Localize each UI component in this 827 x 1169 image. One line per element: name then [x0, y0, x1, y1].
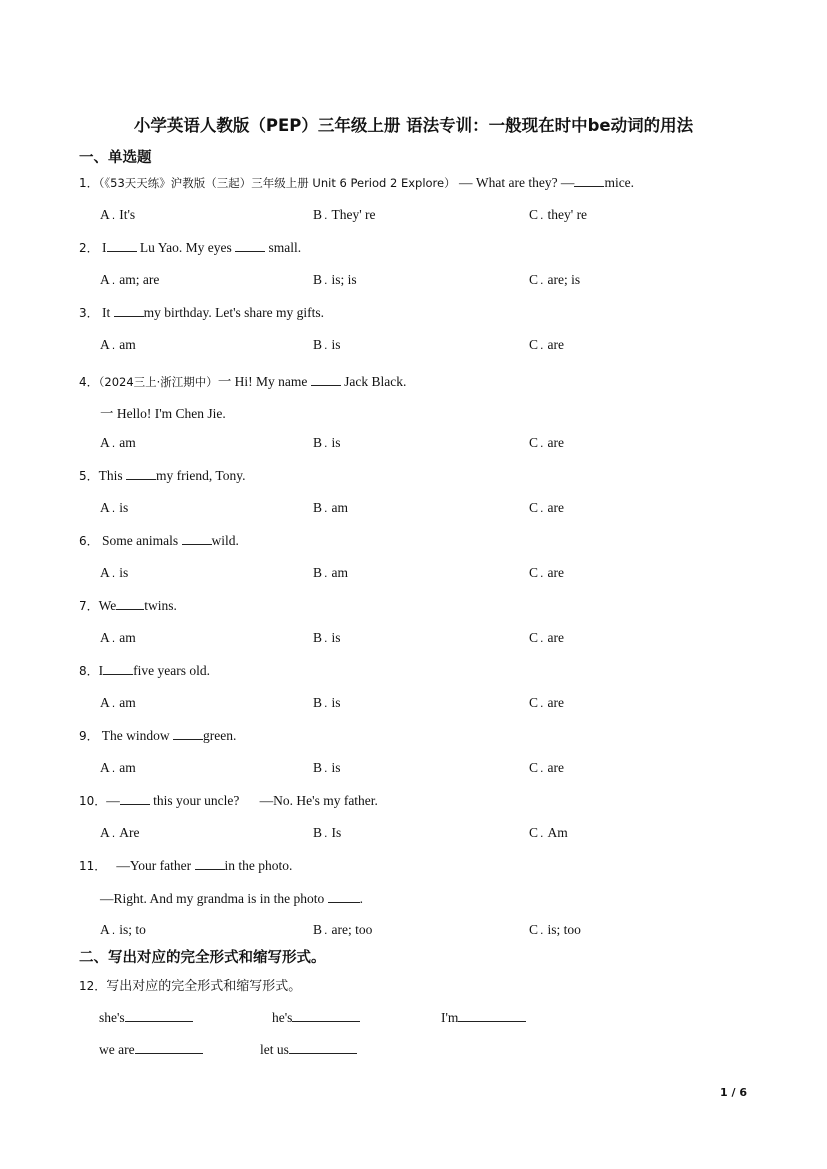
answer-blank[interactable] [195, 857, 225, 870]
option-b[interactable]: B . is [313, 760, 341, 775]
question-3: 3． It my birthday. Let's share my gifts. [79, 305, 325, 320]
section-heading-contractions: 二、写出对应的完全形式和缩写形式。 [79, 950, 326, 966]
option-a[interactable]: A . am; are [100, 272, 160, 287]
option-c[interactable]: C . are [529, 500, 564, 515]
option-c[interactable]: C . Am [529, 825, 568, 840]
option-b[interactable]: B . is [313, 695, 341, 710]
answer-blank[interactable] [292, 1009, 360, 1022]
question-11-line-2: —Right. And my grandma is in the photo . [100, 891, 363, 906]
question-number: 9． [79, 729, 99, 743]
option-c[interactable]: C . are [529, 760, 564, 775]
answer-blank[interactable] [107, 239, 137, 252]
question-number: 2． [79, 241, 99, 255]
option-b[interactable]: B . They' re [313, 207, 376, 222]
option-c[interactable]: C . are [529, 695, 564, 710]
answer-blank[interactable] [135, 1041, 203, 1054]
answer-blank[interactable] [125, 1009, 193, 1022]
question-text: mice. [604, 175, 635, 190]
fill-item-shes: she's [99, 1009, 193, 1026]
option-c[interactable]: C . is; too [529, 922, 581, 937]
option-a[interactable]: A . am [100, 630, 136, 645]
answer-blank[interactable] [120, 792, 150, 805]
answer-blank[interactable] [103, 662, 133, 675]
answer-blank[interactable] [116, 597, 144, 610]
question-4-line-2: 一 Hello! I'm Chen Jie. [100, 406, 226, 421]
answer-blank[interactable] [328, 890, 360, 903]
answer-blank[interactable] [289, 1041, 357, 1054]
page-title: 小学英语人教版（PEP）三年级上册 语法专训：一般现在时中be动词的用法 [133, 116, 694, 135]
question-number: 10． [79, 794, 107, 808]
question-number: 5． [79, 469, 99, 483]
question-1 [79, 174, 634, 191]
option-c[interactable]: C . they' re [529, 207, 588, 222]
option-c[interactable]: C . are [529, 435, 564, 450]
question-number: 1． [79, 176, 99, 190]
option-a[interactable]: A . am [100, 435, 136, 450]
question-text: — What are they? — [458, 175, 575, 190]
question-number: 6． [79, 534, 99, 548]
option-b[interactable]: B . is [313, 337, 341, 352]
question-number: 12． [79, 979, 107, 993]
option-b[interactable]: B . is; is [313, 272, 357, 287]
fill-item-let-us: let us [260, 1041, 357, 1058]
answer-blank[interactable] [311, 373, 341, 386]
option-b[interactable]: B . is [313, 435, 341, 450]
option-a[interactable]: A . am [100, 695, 136, 710]
option-a[interactable]: A . is; to [100, 922, 146, 937]
answer-blank[interactable] [173, 727, 203, 740]
option-b[interactable]: B . am [313, 565, 349, 580]
answer-blank[interactable] [114, 304, 144, 317]
answer-blank[interactable] [235, 239, 265, 252]
page-number: 1 / 6 [720, 1086, 747, 1099]
answer-blank[interactable] [126, 467, 156, 480]
question-7: 7．We twins. [79, 598, 177, 613]
question-number: 7． [79, 599, 99, 613]
answer-blank[interactable] [574, 174, 604, 187]
section-heading-single-choice: 一、单选题 [79, 150, 152, 166]
question-4: 4．（2024三上·浙江期中）一 Hi! My name Jack Black. [79, 374, 407, 389]
question-source: （《53天天练》沪教版（三起）三年级上册 Unit 6 Period 2 Explore） [98, 176, 456, 190]
fill-item-we-are: we are [99, 1041, 203, 1058]
question-8: 8．I five years old. [79, 663, 210, 678]
question-number: 8． [79, 664, 99, 678]
question-2: 2． I Lu Yao. My eyes small. [79, 240, 302, 255]
question-12: 12．写出对应的完全形式和缩写形式。 [79, 979, 302, 994]
option-b[interactable]: B . am [313, 500, 349, 515]
question-number: 3． [79, 306, 99, 320]
question-number: 4． [79, 375, 99, 389]
option-b[interactable]: B . are; too [313, 922, 373, 937]
option-c[interactable]: C . are [529, 337, 564, 352]
option-b[interactable]: B . is [313, 630, 341, 645]
option-a[interactable]: A . am [100, 760, 136, 775]
question-source: （2024三上·浙江期中） [98, 375, 218, 389]
option-a[interactable]: A . is [100, 500, 129, 515]
option-c[interactable]: C . are; is [529, 272, 581, 287]
option-a[interactable]: A . am [100, 337, 136, 352]
option-a[interactable]: A . is [100, 565, 129, 580]
fill-item-im: I'm [441, 1009, 526, 1026]
question-6: 6． Some animals wild. [79, 533, 239, 548]
question-5: 5．This my friend, Tony. [79, 468, 246, 483]
option-b[interactable]: B . Is [313, 825, 342, 840]
answer-blank[interactable] [182, 532, 212, 545]
question-10: 10．— this your uncle? —No. He's my father. [79, 793, 378, 808]
question-11: 11． —Your father in the photo. [79, 858, 293, 873]
fill-item-hes: he's [272, 1009, 360, 1026]
option-c[interactable]: C . are [529, 565, 564, 580]
question-9: 9． The window green. [79, 728, 237, 743]
option-a[interactable]: A . Are [100, 825, 140, 840]
question-number: 11． [79, 859, 107, 873]
answer-blank[interactable] [458, 1009, 526, 1022]
option-a[interactable]: A . It's [100, 207, 136, 222]
option-c[interactable]: C . are [529, 630, 564, 645]
